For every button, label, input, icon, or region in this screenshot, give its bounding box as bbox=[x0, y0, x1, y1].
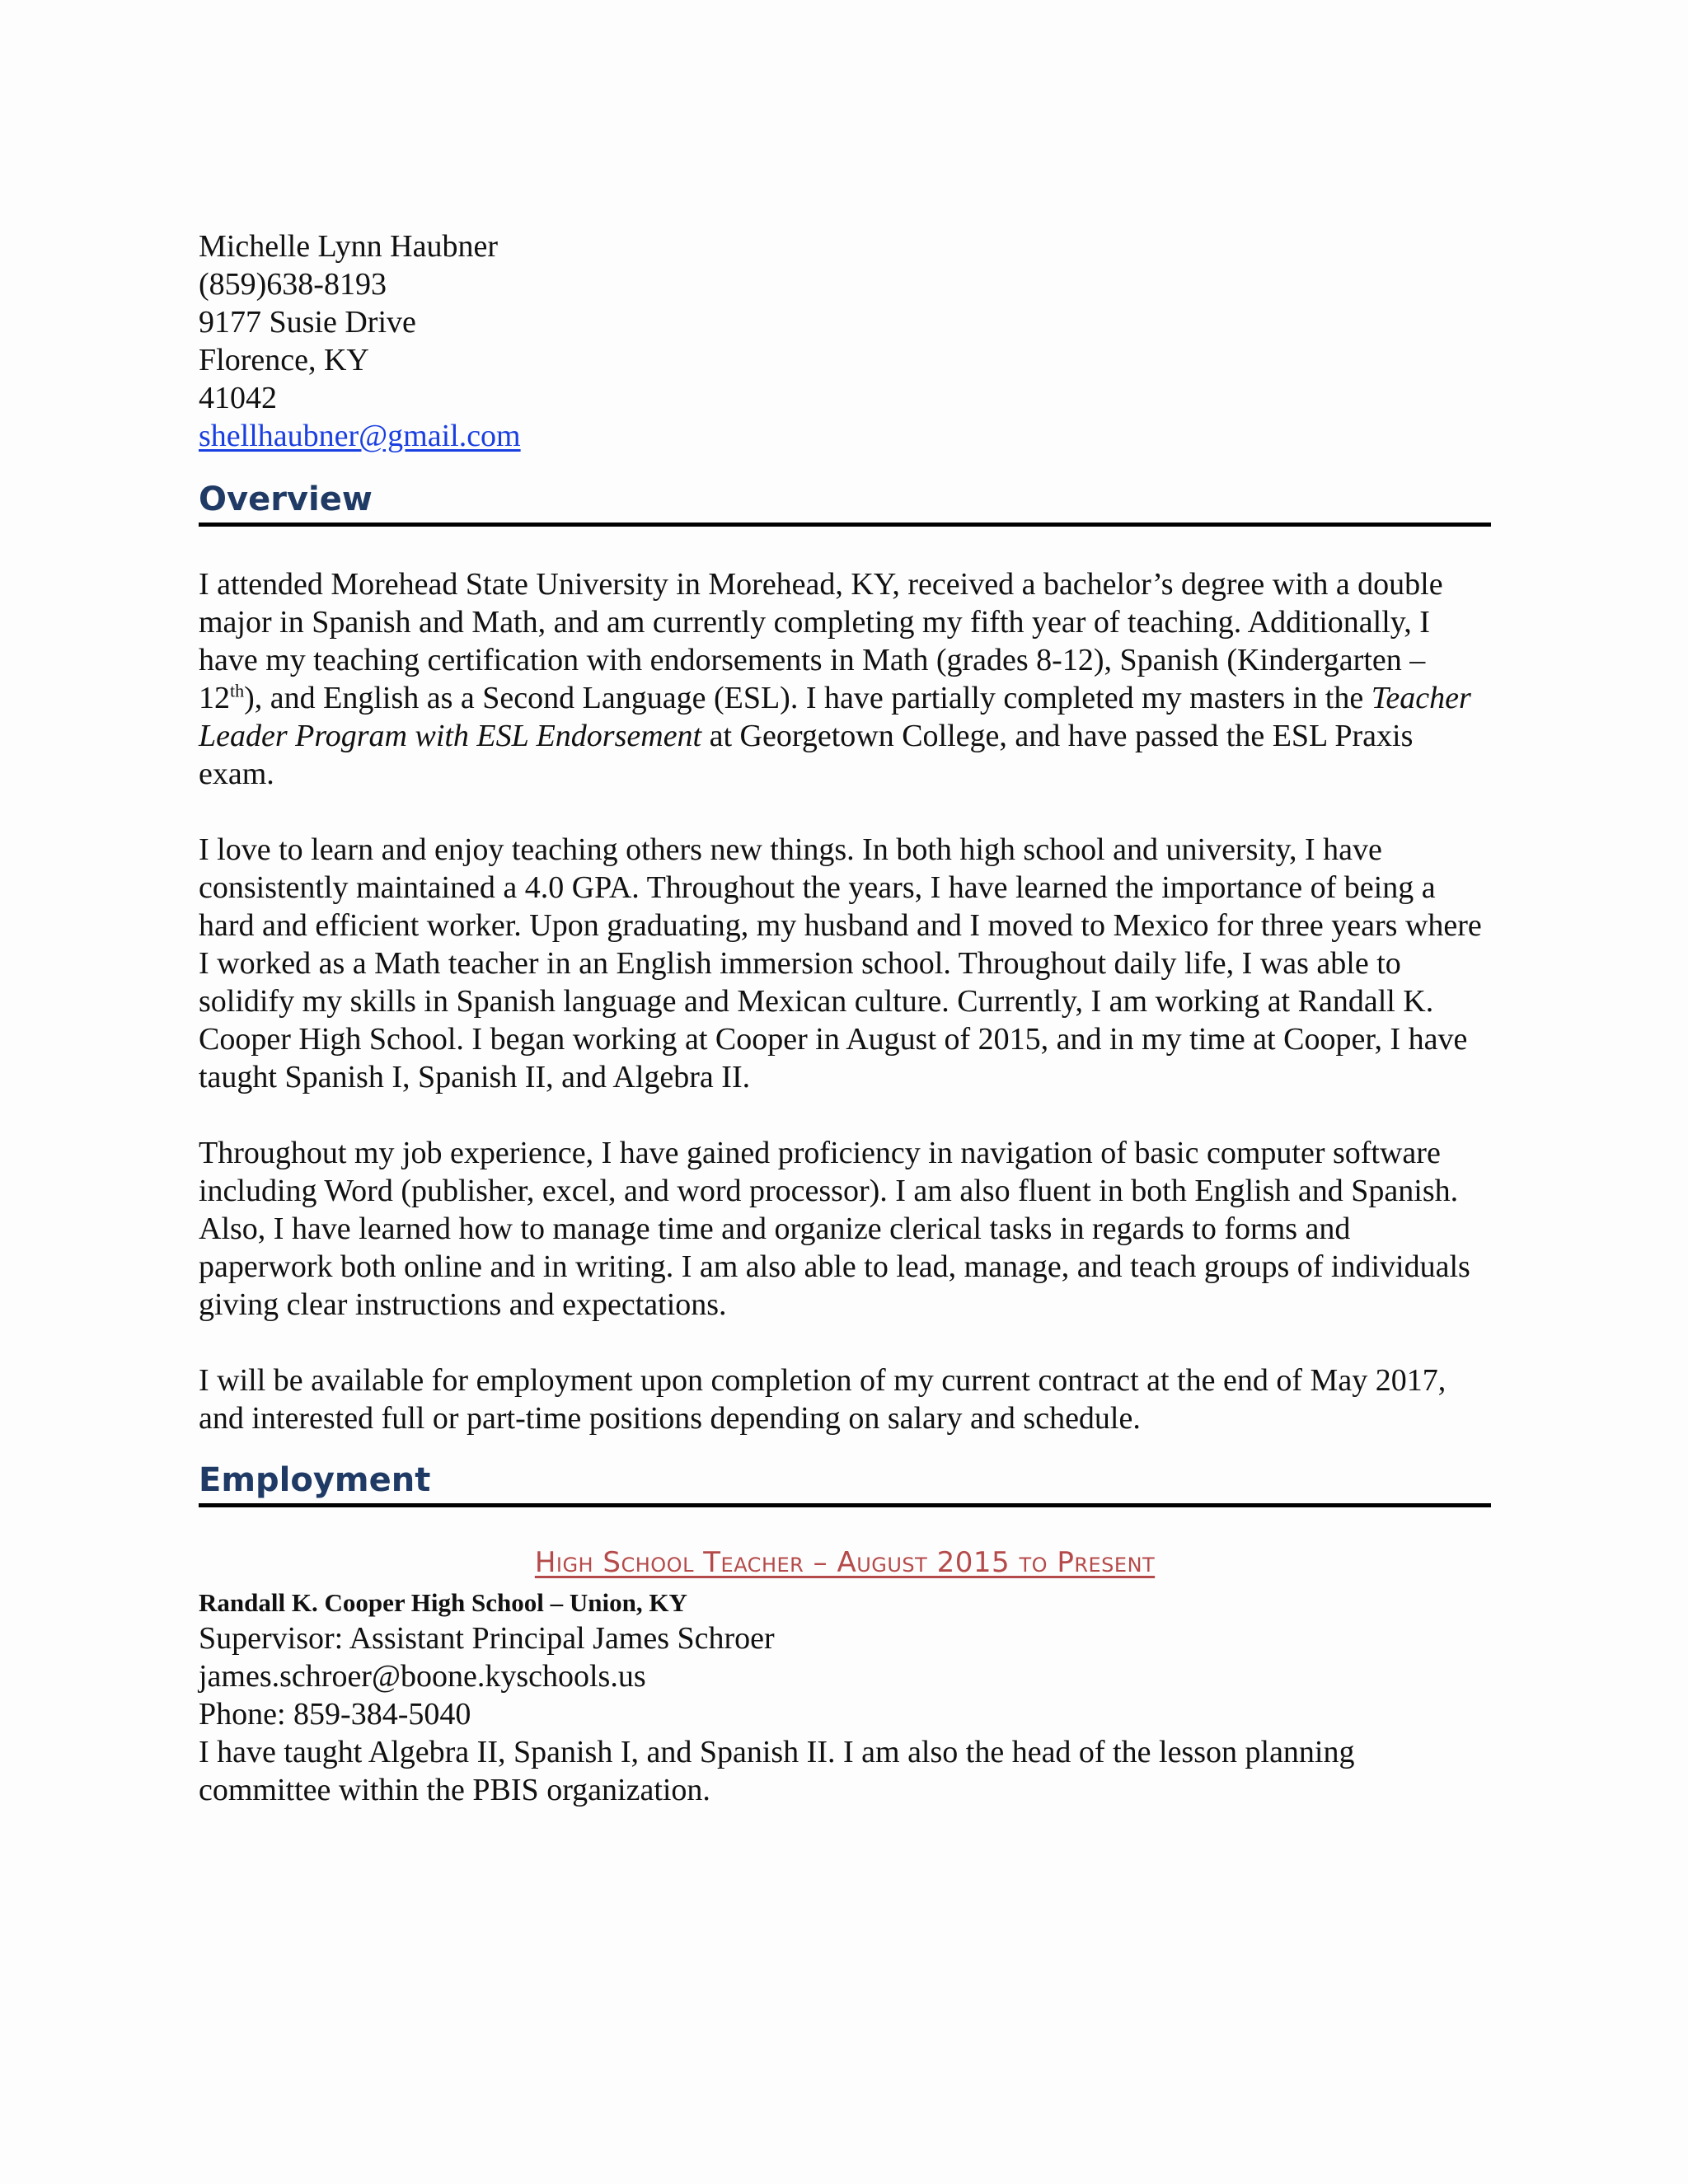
employment-section bbox=[199, 1544, 1491, 1809]
overview-paragraph-3: Throughout my job experience, I have gained proficiency in navigation of basic computer software including Word (publisher, excel, and word processor). I am also fluent in both English and Spanish. Also, I have learned how to manage time and organize clerical tasks in regards to forms and paperwork both online and in writing. I am also able to lead, manage, and teach groups of individuals giving clear instructions and expectations. bbox=[199, 1136, 1470, 1322]
overview-paragraph-2: I love to learn and enjoy teaching others new things. In both high school and university, I have consistently maintained a 4.0 GPA. Throughout the years, I have learned the importance of being a hard and efficient worker. Upon graduating, my husband and I moved to Mexico for three years where I worked as a Math teacher in an English immersion school. Throughout daily life, I was able to solidify my skills in Spanish language and Mexican culture. Currently, I am working at Randall K. Cooper High School. I began working at Cooper in August of 2015, and in my time at Cooper, I have taught Spanish I, Spanish II, and Algebra II. bbox=[199, 832, 1482, 1094]
contact-phone: (859)638-8193 bbox=[199, 267, 387, 302]
job-title: High School Teacher – August 2015 to Present bbox=[534, 1546, 1156, 1579]
overview-paragraph-1 bbox=[199, 565, 1491, 793]
job-entry bbox=[199, 1544, 1491, 1809]
job-supervisor-email: james.schroer@boone.kyschools.us bbox=[199, 1659, 646, 1694]
contact-zip: 41042 bbox=[199, 381, 277, 415]
overview-section bbox=[199, 565, 1491, 1437]
job-description: I have taught Algebra II, Spanish I, and Spanish II. I am also the head of the lesson planning committee within the PBIS organization. bbox=[199, 1735, 1355, 1807]
overview-p1-program-name: Teacher Leader Program with ESL Endorsement bbox=[199, 681, 1471, 753]
overview-p1-text-b: ), and English as a Second Language (ESL). I have partially completed my masters in the bbox=[244, 681, 1372, 715]
contact-street: 9177 Susie Drive bbox=[199, 305, 416, 340]
resume-content bbox=[199, 227, 1491, 1809]
contact-email-link[interactable]: shellhaubner@gmail.com bbox=[199, 419, 521, 453]
contact-city-state: Florence, KY bbox=[199, 343, 369, 377]
overview-p1-text-a: I attended Morehead State University in Morehead, KY, received a bachelor’s degree with a double major in Spanish and Math, and am currently completing my fifth year of teaching. Additionally, I have my teaching certification with endorsements in Math (grades 8-12), Spanish (Kindergarten – 12 bbox=[199, 567, 1443, 715]
job-employer: Randall K. Cooper High School – Union, KY bbox=[199, 1588, 687, 1617]
job-supervisor: Supervisor: Assistant Principal James Schroer bbox=[199, 1621, 775, 1656]
contact-name: Michelle Lynn Haubner bbox=[199, 229, 499, 264]
job-phone: Phone: 859-384-5040 bbox=[199, 1697, 471, 1732]
employment-heading: Employment bbox=[199, 1460, 1491, 1507]
overview-paragraph-4: I will be available for employment upon completion of my current contract at the end of May 2017, and interested full or part-time positions depending on salary and schedule. bbox=[199, 1363, 1447, 1436]
overview-p1-text-c: at Georgetown College, and have passed the ESL Praxis exam. bbox=[199, 719, 1414, 791]
contact-block bbox=[199, 227, 1491, 455]
overview-heading: Overview bbox=[199, 480, 1491, 527]
contact-email-line bbox=[199, 417, 1491, 455]
overview-p1-superscript: th bbox=[230, 680, 245, 701]
